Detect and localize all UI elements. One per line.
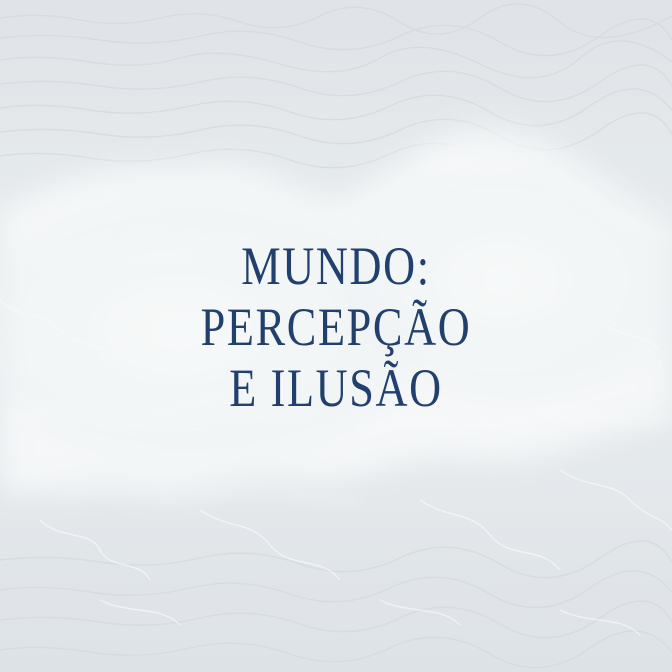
page-title bbox=[60, 236, 611, 419]
title-line-1: MUNDO: bbox=[241, 236, 431, 296]
title-line-2: PERCEPÇÃO bbox=[200, 297, 472, 357]
title-line-3: E ILUSÃO bbox=[229, 358, 443, 418]
